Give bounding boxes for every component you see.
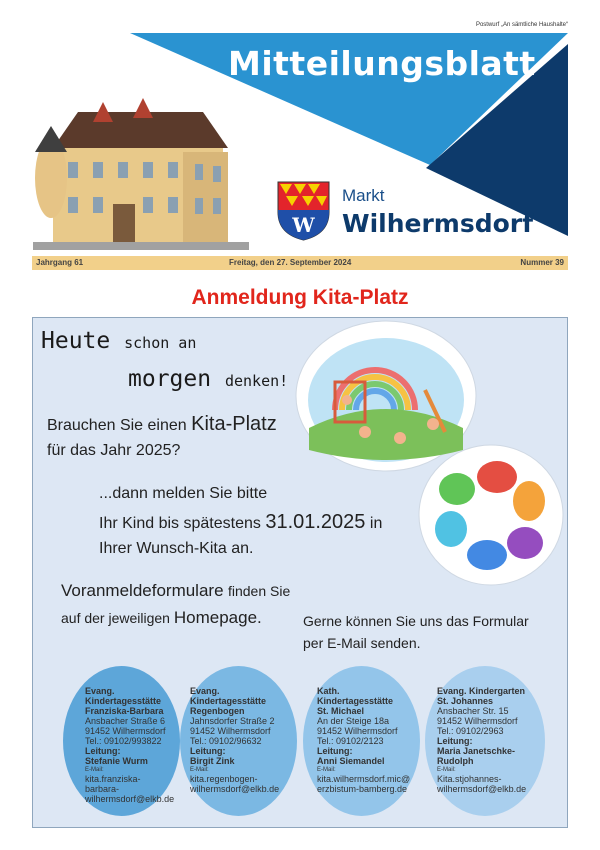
newspaper-title: Mitteilungsblatt (228, 44, 536, 83)
jahrgang-label: Jahrgang 61 (36, 258, 84, 267)
kita-card-1: Evang. Kindertagesstätte Franziska-Barbara Ansbacher Straße 6 91452 Wilhermsdorf Tel.: 09102/993822 Leitung: Stefanie Wurm E-Mail: kita.franziska-barbara- wilhermsdorf@elkb.de (63, 666, 180, 816)
postal-note: Postwurf „An sämtliche Haushalte“ (475, 22, 568, 28)
kita-card-2: Evang. Kindertagesstätte Regenbogen Jahnsdorfer Straße 2 91452 Wilhermsdorf Tel.: 09102/96632 Leitung: Birgit Zink E-Mail: kita.regenbogen- wilhermsdorf@elkb.de (180, 666, 297, 816)
poster-line-2: morgen denken! (128, 366, 289, 392)
kita-card-4: Evang. Kindergarten St. Johannes Ansbacher Str. 15 91452 Wilhermsdorf Tel.: 09102/2963 Leitung: Maria Janetschke-Rudolph E-Mail: Kita.stjohannes- wilhermsdorf@elkb.de (425, 666, 545, 816)
message-line-3: Ihrer Wunsch-Kita an. (99, 540, 254, 557)
castle-illustration (33, 92, 249, 250)
info-bar (32, 256, 568, 270)
email-note-line-2: per E-Mail senden. (303, 635, 421, 651)
question-line-2: für das Jahr 2025? (47, 442, 181, 459)
hands-circle-illustration (417, 443, 565, 588)
forms-line-2: auf der jeweiligen Homepage. (61, 608, 262, 627)
issue-date: Freitag, den 27. September 2024 (229, 258, 352, 267)
poster-line-1: Heute schon an (41, 328, 197, 354)
svg-text:W: W (292, 213, 315, 237)
question-line-1: Brauchen Sie einen Kita-Platz (47, 413, 277, 435)
coat-of-arms-icon (276, 180, 331, 242)
message-line-2: Ihr Kind bis spätestens 31.01.2025 in (99, 511, 383, 533)
issue-number: Nummer 39 (520, 258, 564, 267)
forms-line-1: Voranmeldeformulare finden Sie (61, 581, 291, 600)
message-line-1: ...dann melden Sie bitte (99, 485, 268, 502)
town-name: Wilhermsdorf (342, 209, 534, 238)
markt-label: Markt (342, 186, 385, 205)
kita-card-3: Kath. Kindertagesstätte St. Michael An der Steige 18a 91452 Wilhermsdorf Tel.: 09102/2123 Leitung: Anni Siemandel E-Mail: kita.wilhermsdorf.mic@ erzbistum-bamberg.de (303, 666, 420, 816)
article-headline: Anmeldung Kita-Platz (191, 286, 409, 309)
email-note-line-1: Gerne können Sie uns das Formular (303, 613, 529, 629)
kita-poster (32, 317, 568, 828)
